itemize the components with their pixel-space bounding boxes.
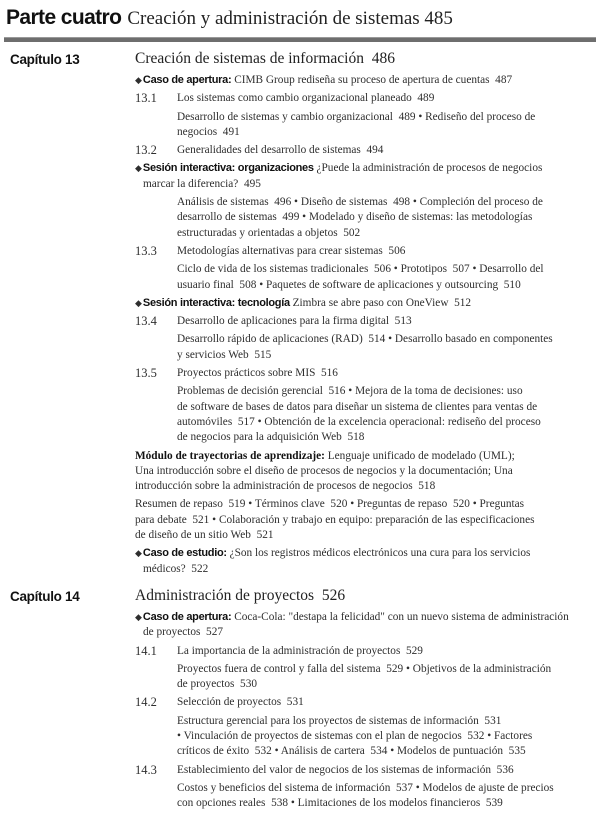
section-number: 13.1 xyxy=(135,91,157,106)
module-label: Módulo de trayectorias de aprendizaje: xyxy=(135,449,325,462)
toc-line xyxy=(177,278,590,293)
toc-line-text: introducción sobre la administración de procesos de negocios 518 xyxy=(135,480,436,493)
toc-line xyxy=(135,73,590,88)
toc-line-text: Zimbra se abre paso con OneView 512 xyxy=(292,296,472,309)
toc-entry-section xyxy=(135,314,590,329)
toc-line xyxy=(135,464,590,479)
toc-line-text: y servicios Web 515 xyxy=(177,348,272,361)
toc-entry-feature xyxy=(135,73,590,88)
toc-line-text: Lenguaje unificado de modelado (UML); xyxy=(327,449,515,462)
toc-entry-sub xyxy=(135,714,590,760)
toc-line-text: Análisis de sistemas 496 • Diseño de sistemas 498 • Compleción del proceso de xyxy=(177,196,543,209)
toc-line xyxy=(177,662,590,677)
diamond-bullet-icon: ◆ xyxy=(135,612,142,622)
diamond-bullet-icon: ◆ xyxy=(135,297,142,308)
toc-line-text: Estructura gerencial para los proyectos de sistemas de información 531 xyxy=(177,714,502,727)
toc-line xyxy=(177,415,590,430)
toc-line-text: Desarrollo de sistemas y cambio organizacional 489 • Rediseño del proceso de xyxy=(177,110,536,123)
toc-line-text: Costos y beneficios del sistema de información 537 • Modelos de ajuste de precios xyxy=(177,781,554,794)
toc-line-text: Problemas de decisión gerencial 516 • Mejora de la toma de decisiones: uso xyxy=(177,385,523,398)
toc-line xyxy=(177,314,590,329)
toc-line xyxy=(177,244,590,259)
toc-line-text: Desarrollo rápido de aplicaciones (RAD) 514 • Desarrollo basado en componentes xyxy=(177,333,553,346)
chapter-title: Administración de proyectos 526 xyxy=(135,587,346,604)
toc-line xyxy=(177,195,590,210)
toc-line xyxy=(135,497,590,512)
toc-line-text: estructuradas y orientadas a objetos 502 xyxy=(177,226,361,239)
part-divider xyxy=(4,37,596,42)
feature-label: Caso de estudio: xyxy=(142,547,227,560)
toc-line-text: La importancia de la administración de proyectos 529 xyxy=(177,644,423,657)
toc-entry-sub xyxy=(135,662,590,693)
toc-entry-section xyxy=(135,695,590,710)
toc-line xyxy=(177,125,590,140)
toc-line xyxy=(135,546,590,561)
toc-entry-section xyxy=(135,244,590,259)
toc-line-text: marcar la diferencia? 495 xyxy=(143,177,261,190)
toc-line xyxy=(177,91,590,106)
toc-entry-sub xyxy=(135,195,590,241)
section-number: 14.1 xyxy=(135,643,157,658)
section-number: 13.4 xyxy=(135,314,157,329)
toc-line-text: Desarrollo de aplicaciones para la firma digital 513 xyxy=(177,315,412,328)
toc-line xyxy=(177,366,590,381)
toc-line-text: con opciones reales 538 • Limitaciones de los modelos financieros 539 xyxy=(177,797,503,810)
toc-line xyxy=(177,384,590,399)
toc-line xyxy=(143,625,590,640)
chapter-label: Capítulo 14 xyxy=(10,589,80,604)
toc-line xyxy=(135,610,590,625)
feature-label: Caso de apertura: xyxy=(142,611,232,623)
toc-line-text: Generalidades del desarrollo de sistemas 494 xyxy=(177,144,384,157)
toc-line xyxy=(177,695,590,710)
toc-line-text: ¿Son los registros médicos electrónicos una cura para los servicios xyxy=(229,547,531,560)
toc-line-text: de proyectos 530 xyxy=(177,678,257,691)
toc-line-text: negocios 491 xyxy=(177,125,240,138)
feature-label: Sesión interactiva: organizaciones xyxy=(142,162,314,175)
toc-line-text: CIMB Group rediseña su proceso de apertura de cuentas 487 xyxy=(234,74,513,86)
toc-entry-feature xyxy=(135,296,590,311)
toc-line xyxy=(135,296,590,311)
part-title: Creación y administración de sistemas 485 xyxy=(127,8,453,29)
section-number: 14.2 xyxy=(135,695,157,710)
toc-line xyxy=(177,644,590,659)
toc-line xyxy=(177,332,590,347)
chapter-title: Creación de sistemas de información 486 xyxy=(135,50,395,67)
feature-label: Sesión interactiva: tecnología xyxy=(142,296,290,309)
toc-line xyxy=(177,796,590,811)
toc-line-text: Selección de proyectos 531 xyxy=(177,696,304,709)
toc-line-text: médicos? 522 xyxy=(143,562,209,575)
part-label: Parte cuatro xyxy=(6,6,122,29)
toc-entry-feature xyxy=(135,610,590,641)
toc-line xyxy=(177,677,590,692)
toc-line xyxy=(177,430,590,445)
toc-entry-sub xyxy=(135,262,590,293)
toc-line xyxy=(177,714,590,729)
toc-line xyxy=(135,528,590,543)
toc-line-text: automóviles 517 • Obtención de la excelencia operacional: rediseño del proceso xyxy=(177,415,541,428)
toc-line xyxy=(177,110,590,125)
chapter-entries xyxy=(135,73,590,577)
toc-entry-module xyxy=(135,449,590,495)
toc-line xyxy=(135,449,590,464)
toc-line xyxy=(177,226,590,241)
section-number: 13.5 xyxy=(135,366,157,381)
toc-line-text: Los sistemas como cambio organizacional planeado 489 xyxy=(177,92,435,105)
diamond-bullet-icon: ◆ xyxy=(135,75,142,85)
toc-line xyxy=(143,177,590,192)
diamond-bullet-icon: ◆ xyxy=(135,548,142,559)
chapter-label: Capítulo 13 xyxy=(10,52,80,67)
toc-line xyxy=(177,744,590,759)
toc-entry-sub xyxy=(135,332,590,363)
toc-line-text: críticos de éxito 532 • Análisis de cartera 534 • Modelos de puntuación 535 xyxy=(177,745,526,758)
toc-line xyxy=(177,781,590,796)
toc-entry-section xyxy=(135,763,590,778)
toc-line-text: Resumen de repaso 519 • Términos clave 520 • Preguntas de repaso 520 • Preguntas xyxy=(135,498,525,511)
toc-line xyxy=(135,479,590,494)
toc-entry-sub xyxy=(135,384,590,445)
toc-line-text: Proyectos fuera de control y falla del sistema 529 • Objetivos de la administración xyxy=(177,662,552,675)
toc-line-text: Ciclo de vida de los sistemas tradicionales 506 • Prototipos 507 • Desarrollo del xyxy=(177,263,544,276)
toc-line-text: Proyectos prácticos sobre MIS 516 xyxy=(177,367,338,380)
toc-entry-feature xyxy=(135,161,590,192)
toc-line-text: de negocios para la adquisición Web 518 xyxy=(177,431,365,444)
toc-line xyxy=(177,262,590,277)
toc-line xyxy=(135,513,590,528)
toc-line-text: Establecimiento del valor de negocios de los sistemas de información 536 xyxy=(177,763,514,776)
section-number: 13.2 xyxy=(135,143,157,158)
toc-line xyxy=(177,143,590,158)
feature-label: Caso de apertura: xyxy=(142,74,232,86)
toc-entry-plain xyxy=(135,497,590,543)
toc-entry-section xyxy=(135,143,590,158)
toc-line-text: usuario final 508 • Paquetes de software de aplicaciones y outsourcing 510 xyxy=(177,278,521,291)
toc-line-text: Una introducción sobre el diseño de procesos de negocios y la documentación; Una xyxy=(135,464,513,477)
section-number: 14.3 xyxy=(135,762,157,777)
toc-line xyxy=(135,161,590,176)
toc-line-text: ¿Puede la administración de procesos de negocios xyxy=(316,162,543,175)
toc-entry-sub xyxy=(135,110,590,141)
toc-entry-sub xyxy=(135,781,590,812)
toc-line-text: de proyectos 527 xyxy=(143,626,223,639)
toc-entry-section xyxy=(135,366,590,381)
toc-line-text: Metodologías alternativas para crear sistemas 506 xyxy=(177,244,406,257)
section-number: 13.3 xyxy=(135,243,157,258)
toc-line xyxy=(177,210,590,225)
chapter-entries xyxy=(135,610,590,812)
toc-line-text: • Vinculación de proyectos de sistemas con el plan de negocios 532 • Factores xyxy=(177,730,533,743)
toc-line-text: de diseño de un sitio Web 521 xyxy=(135,529,274,542)
toc-line-text: desarrollo de sistemas 499 • Modelado y diseño de sistemas: las metodologías xyxy=(177,211,533,224)
toc-line xyxy=(177,348,590,363)
toc-entry-section xyxy=(135,91,590,106)
diamond-bullet-icon: ◆ xyxy=(135,163,142,174)
toc-line xyxy=(143,562,590,577)
toc-entry-section xyxy=(135,644,590,659)
toc-line-text: Coca-Cola: "destapa la felicidad" con un nuevo sistema de administración xyxy=(234,611,569,623)
toc-line-text: de software de bases de datos para diseñar un sistema de clientes para ventas de xyxy=(177,400,538,413)
toc-line xyxy=(177,400,590,415)
part-heading xyxy=(6,6,453,30)
toc-line-text: para debate 521 • Colaboración y trabajo en equipo: preparación de las especificaciones xyxy=(135,513,535,526)
toc-line xyxy=(177,729,590,744)
toc-line xyxy=(177,763,590,778)
toc-entry-feature xyxy=(135,546,590,577)
